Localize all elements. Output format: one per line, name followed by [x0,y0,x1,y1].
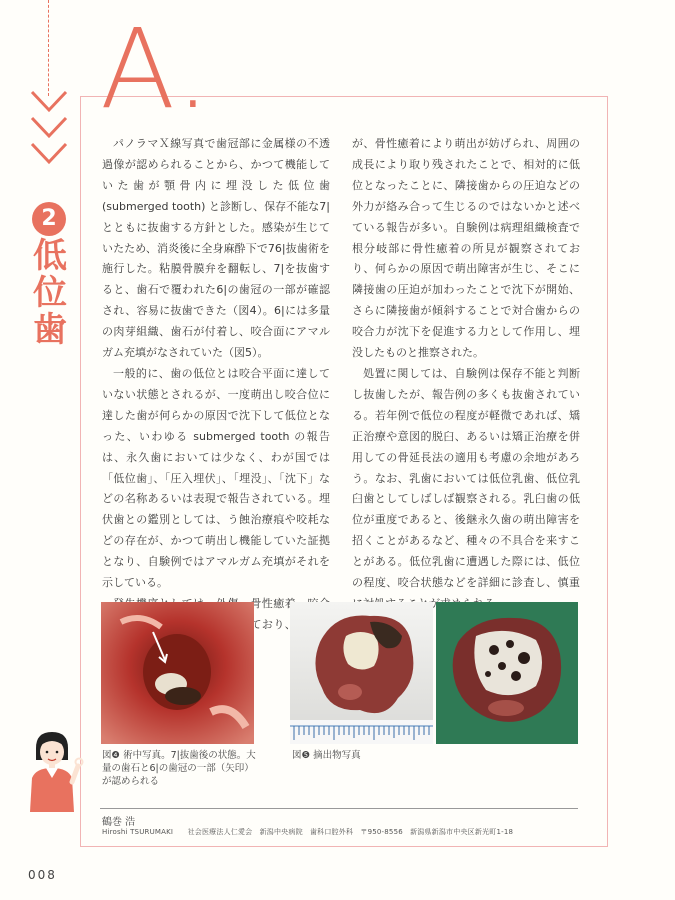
body-column-2 [352,134,580,615]
section-title [30,238,70,349]
extracted-tooth-photo-green [436,602,578,744]
author-divider [100,808,578,809]
section-number-badge: 2 [32,202,66,236]
paragraph: 処置に関しては、自験例は保存不能と判断し抜歯したが、報告例の多くも抜歯されている。若年例で低位の程度が軽微であれば、矯正治療や意図的脱臼、あるいは矯正治療を併用しての骨延長法の適用も考慮の余地があろう。なお、乳歯においては低位乳歯、低位乳臼歯としてしばしば観察される。乳臼歯の低位が重度であると、後継永久歯の萌出障害を招くことがあるなど、種々の不具合を来すことがある。低位乳歯に遭遇した際には、低位の程度、咬合状態などを詳細に診査し、慎重 が [352,366,580,610]
author-name: 鶴巻 浩 [102,817,136,828]
section-title-char: 低 [33,236,67,276]
figure-5-caption [292,749,442,762]
paragraph: パノラマＸ線写真で歯冠部に金属様の不透過像が認められることから、かつて機能していた歯が顎骨内に埋没した低位歯 (submerged tooth) と診断し、保存不能な7|とともに抜歯する方針とした。感染が生じていたため、消炎後に全身麻酔下で76|抜歯術を施行した。粘膜骨膜弁を翻転し、7|を抜歯すると、歯石で覆われた6|の歯冠の一部が確認され、容易に抜歯できた（図4）。6|には多量の肉芽組織、歯石が付着し、咬合面にアマルガム充填がなされていた（図5）。 [102,137,330,360]
intraoperative-photo [101,602,254,744]
page-number: 008 [28,868,57,882]
figure-4-caption [102,749,262,788]
answer-letter: A. [100,5,213,133]
figure-caption-text: 摘出物写真 [313,750,361,761]
author-affiliation: Hiroshi TSURUMAKI 社会医療法人仁愛会 新潟中央病院 歯科口腔外科 〒950-8556 新潟県新潟市中央区新光町1-18 [102,828,514,836]
figure-label: 図❹ [102,750,121,761]
doctor-illustration [22,730,84,812]
chevron-down-icon [28,88,70,188]
figure-caption-text: 術中写真。7|抜歯後の状態。大量の歯石と6|の歯冠の一部（矢印）が認められる [102,750,256,787]
section-title-char: 位 [33,273,67,313]
section-title-char: 歯 [33,310,67,350]
extracted-tooth-photo-ruler [290,602,433,744]
body-column-1 [102,134,330,657]
figure-label: 図❺ [292,750,311,761]
paragraph: が、骨性癒着により萌出が妨げられ、周囲の成長により取り残されたことで、相対的に低位となったことに、隣接歯からの圧迫などの外力が絡み合って生じるのではないかと述べている報告が多い。自験例は病理組織検査で根分岐部に骨性癒着の所見が観察されており、何らかの原因で萌出障害が生じ、そこに隣接歯の圧迫が加わったことで沈下が開始、さらに隣接歯が傾斜することで対合歯からの咬合力が沈下を促進する力として作用し、埋没したものと推察された。 [352,137,580,360]
paragraph: 一般的に、歯の低位とは咬合平面に達していない状態とされるが、一度萌出し咬合位に達した歯が何らかの原因で沈下して低位となった、いわゆる submerged tooth の報告は、永久歯においては少なく、わが国では「低位歯」、「圧入埋伏」、「埋没」、「沈下」などの名称あるいは表現で報告されている。埋伏歯との鑑別としては、う蝕治療痕や咬耗などの存在が、かつて萌出し機能していた証拠となり、自験例ではアマルガム充填がそれを示している。 [102,366,330,590]
dashed-guide-line [48,0,49,96]
